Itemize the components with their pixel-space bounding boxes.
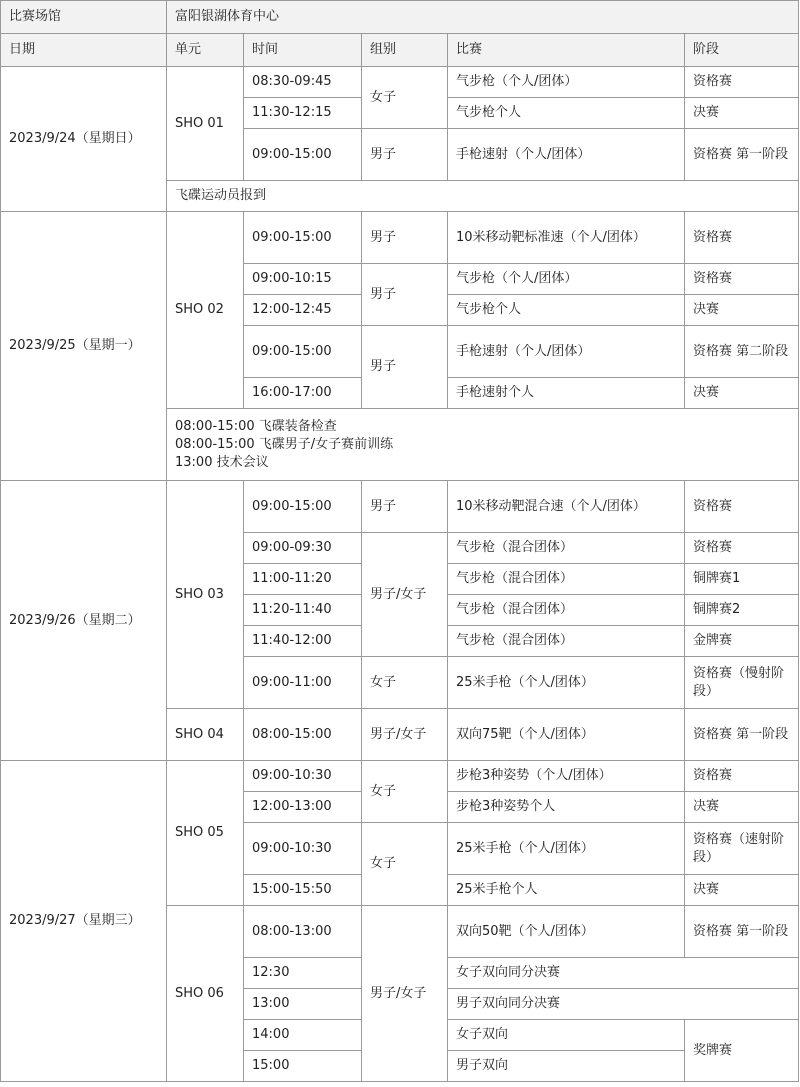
group-cell: 男子	[362, 264, 448, 326]
event-cell: 步枪3种姿势（个人/团体）	[448, 761, 685, 792]
group-cell: 女子	[362, 67, 448, 129]
time-cell: 09:00-15:00	[244, 129, 362, 181]
stage-cell: 奖牌赛	[685, 1020, 799, 1082]
event-cell: 气步枪（个人/团体）	[448, 67, 685, 98]
stage-cell: 决赛	[685, 98, 799, 129]
stage-cell: 资格赛	[685, 67, 799, 98]
unit-cell: SHO 05	[167, 761, 244, 906]
group-cell: 女子	[362, 761, 448, 823]
stage-cell: 金牌赛	[685, 626, 799, 657]
event-cell: 气步枪（个人/团体）	[448, 264, 685, 295]
unit-cell: SHO 02	[167, 212, 244, 409]
stage-cell: 资格赛 第一阶段	[685, 129, 799, 181]
group-cell: 男子	[362, 212, 448, 264]
event-cell: 双向50靶（个人/团体）	[448, 906, 685, 958]
group-cell: 女子	[362, 823, 448, 906]
unit-cell: SHO 04	[167, 709, 244, 761]
time-cell: 11:30-12:15	[244, 98, 362, 129]
note-cell: 飞碟运动员报到	[167, 181, 799, 212]
event-cell: 10米移动靶混合速（个人/团体）	[448, 481, 685, 533]
event-cell: 男子双向	[448, 1051, 685, 1082]
time-cell: 09:00-15:00	[244, 326, 362, 378]
time-cell: 08:30-09:45	[244, 67, 362, 98]
time-cell: 12:30	[244, 958, 362, 989]
stage-cell: 资格赛	[685, 761, 799, 792]
event-cell: 手枪速射个人	[448, 378, 685, 409]
venue-name: 富阳银湖体育中心	[167, 1, 799, 34]
time-cell: 16:00-17:00	[244, 378, 362, 409]
stage-cell: 资格赛	[685, 481, 799, 533]
venue-row	[1, 1, 799, 34]
event-cell: 手枪速射（个人/团体）	[448, 326, 685, 378]
time-cell: 09:00-10:15	[244, 264, 362, 295]
table-row	[1, 67, 799, 98]
event-cell: 女子双向同分决赛	[448, 958, 799, 989]
group-cell: 男子/女子	[362, 906, 448, 1082]
time-cell: 15:00-15:50	[244, 875, 362, 906]
event-cell: 25米手枪（个人/团体）	[448, 657, 685, 709]
time-cell: 09:00-10:30	[244, 761, 362, 792]
event-cell: 气步枪个人	[448, 295, 685, 326]
stage-cell: 资格赛（慢射阶段）	[685, 657, 799, 709]
time-cell: 15:00	[244, 1051, 362, 1082]
table-row	[1, 212, 799, 264]
event-cell: 10米移动靶标准速（个人/团体）	[448, 212, 685, 264]
stage-cell: 铜牌赛1	[685, 564, 799, 595]
unit-cell: SHO 03	[167, 481, 244, 709]
stage-cell: 决赛	[685, 792, 799, 823]
group-cell: 男子/女子	[362, 533, 448, 657]
time-cell: 11:00-11:20	[244, 564, 362, 595]
stage-cell: 决赛	[685, 378, 799, 409]
group-cell: 男子	[362, 481, 448, 533]
event-cell: 双向75靶（个人/团体）	[448, 709, 685, 761]
header-event: 比赛	[448, 34, 685, 67]
table-row	[1, 761, 799, 792]
group-cell: 女子	[362, 657, 448, 709]
event-cell: 气步枪（混合团体）	[448, 533, 685, 564]
table-row	[1, 481, 799, 533]
stage-cell: 决赛	[685, 875, 799, 906]
stage-cell: 资格赛	[685, 533, 799, 564]
event-cell: 女子双向	[448, 1020, 685, 1051]
time-cell: 09:00-11:00	[244, 657, 362, 709]
header-group: 组别	[362, 34, 448, 67]
time-cell: 12:00-12:45	[244, 295, 362, 326]
stage-cell: 资格赛（速射阶段）	[685, 823, 799, 875]
event-cell: 手枪速射（个人/团体）	[448, 129, 685, 181]
time-cell: 08:00-15:00	[244, 709, 362, 761]
header-row	[1, 34, 799, 67]
stage-cell: 资格赛	[685, 264, 799, 295]
event-cell: 步枪3种姿势个人	[448, 792, 685, 823]
date-cell: 2023/9/24（星期日）	[1, 67, 167, 212]
event-cell: 气步枪（混合团体）	[448, 626, 685, 657]
event-cell: 25米手枪个人	[448, 875, 685, 906]
stage-cell: 铜牌赛2	[685, 595, 799, 626]
time-cell: 13:00	[244, 989, 362, 1020]
unit-cell: SHO 06	[167, 906, 244, 1082]
note-cell: 08:00-15:00 飞碟装备检查 08:00-15:00 飞碟男子/女子赛前训练 13:00 技术会议	[167, 409, 799, 481]
stage-cell: 资格赛	[685, 212, 799, 264]
header-date: 日期	[1, 34, 167, 67]
date-cell: 2023/9/26（星期二）	[1, 481, 167, 761]
time-cell: 09:00-09:30	[244, 533, 362, 564]
unit-cell: SHO 01	[167, 67, 244, 181]
date-cell: 2023/9/25（星期一）	[1, 212, 167, 481]
header-stage: 阶段	[685, 34, 799, 67]
event-cell: 男子双向同分决赛	[448, 989, 799, 1020]
stage-cell: 资格赛 第一阶段	[685, 709, 799, 761]
group-cell: 男子/女子	[362, 709, 448, 761]
time-cell: 11:20-11:40	[244, 595, 362, 626]
time-cell: 09:00-15:00	[244, 481, 362, 533]
event-cell: 气步枪个人	[448, 98, 685, 129]
venue-label: 比赛场馆	[1, 1, 167, 34]
event-cell: 气步枪（混合团体）	[448, 564, 685, 595]
event-cell: 气步枪（混合团体）	[448, 595, 685, 626]
time-cell: 12:00-13:00	[244, 792, 362, 823]
group-cell: 男子	[362, 326, 448, 409]
header-unit: 单元	[167, 34, 244, 67]
time-cell: 08:00-13:00	[244, 906, 362, 958]
time-cell: 09:00-15:00	[244, 212, 362, 264]
time-cell: 14:00	[244, 1020, 362, 1051]
time-cell: 09:00-10:30	[244, 823, 362, 875]
group-cell: 男子	[362, 129, 448, 181]
stage-cell: 决赛	[685, 295, 799, 326]
stage-cell: 资格赛 第一阶段	[685, 906, 799, 958]
header-time: 时间	[244, 34, 362, 67]
date-cell: 2023/9/27（星期三）	[1, 761, 167, 1082]
stage-cell: 资格赛 第二阶段	[685, 326, 799, 378]
event-cell: 25米手枪（个人/团体）	[448, 823, 685, 875]
time-cell: 11:40-12:00	[244, 626, 362, 657]
